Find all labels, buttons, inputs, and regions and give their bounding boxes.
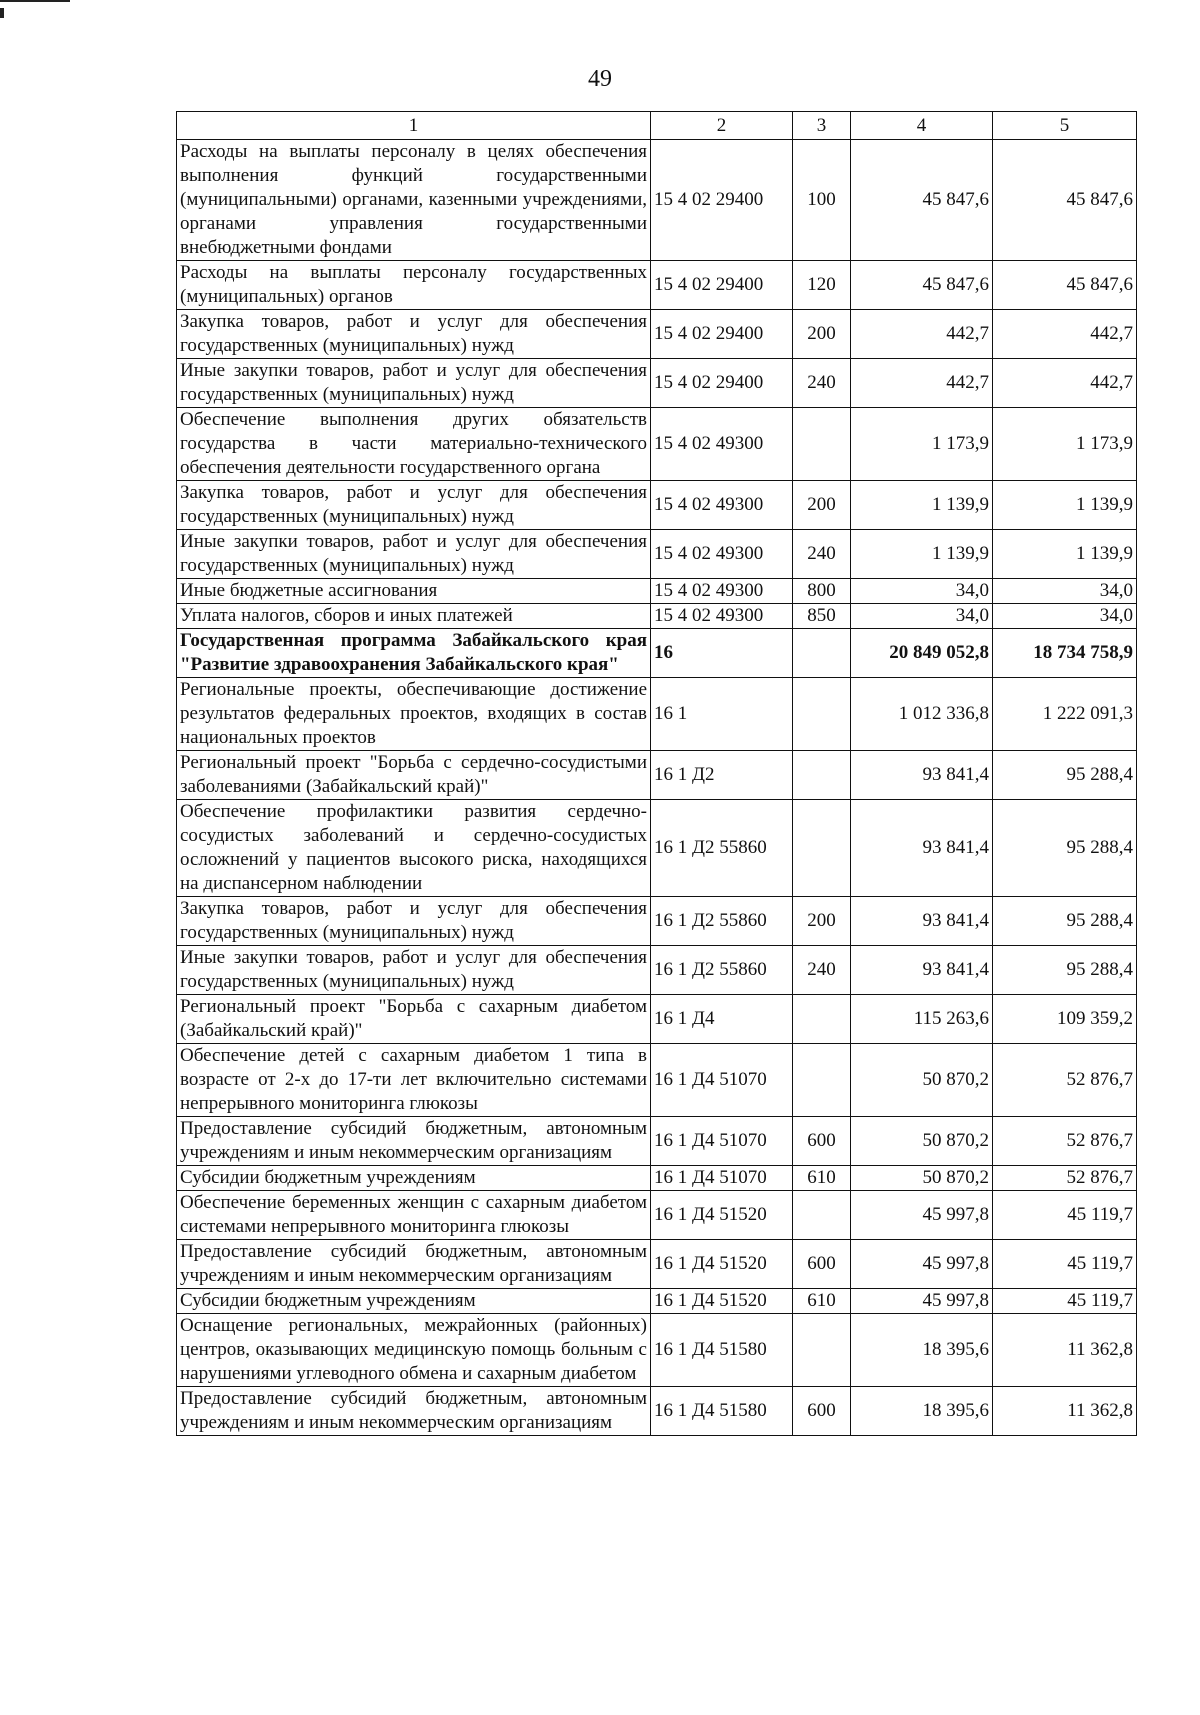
- row-code: 16 1 Д4 51070: [651, 1166, 793, 1191]
- row-name: Закупка товаров, работ и услуг для обеспечения государственных (муниципальных) нужд: [177, 897, 651, 946]
- row-name: Обеспечение профилактики развития сердечно-сосудистых заболеваний и сердечно-сосудистых осложнений у пациентов высокого риска, находящихся на диспансерном наблюдении: [177, 800, 651, 897]
- row-value-year1: 45 997,8: [851, 1240, 993, 1289]
- table-row: [177, 140, 1137, 261]
- row-expense-type: 800: [793, 579, 851, 604]
- row-code: 15 4 02 49300: [651, 579, 793, 604]
- row-name: Закупка товаров, работ и услуг для обеспечения государственных (муниципальных) нужд: [177, 310, 651, 359]
- row-value-year1: 1 173,9: [851, 408, 993, 481]
- row-value-year1: 1 012 336,8: [851, 678, 993, 751]
- row-code: 15 4 02 49300: [651, 530, 793, 579]
- row-value-year1: 45 997,8: [851, 1289, 993, 1314]
- row-value-year1: 115 263,6: [851, 995, 993, 1044]
- row-expense-type: [793, 751, 851, 800]
- row-expense-type: 100: [793, 140, 851, 261]
- row-code: 16 1 Д4 51580: [651, 1387, 793, 1436]
- row-value-year2: 1 173,9: [993, 408, 1137, 481]
- table-row: [177, 579, 1137, 604]
- table-row: [177, 408, 1137, 481]
- row-name: Предоставление субсидий бюджетным, автономным учреждениям и иным некоммерческим организациям: [177, 1387, 651, 1436]
- table-row: [177, 1240, 1137, 1289]
- row-value-year1: 1 139,9: [851, 530, 993, 579]
- row-value-year2: 45 119,7: [993, 1191, 1137, 1240]
- row-value-year2: 52 876,7: [993, 1044, 1137, 1117]
- row-name: Региональный проект "Борьба с сердечно-сосудистыми заболеваниями (Забайкальский край)": [177, 751, 651, 800]
- table-row: [177, 1314, 1137, 1387]
- row-value-year2: 1 222 091,3: [993, 678, 1137, 751]
- row-expense-type: 120: [793, 261, 851, 310]
- row-code: 16 1 Д4 51520: [651, 1240, 793, 1289]
- row-expense-type: 240: [793, 530, 851, 579]
- row-code: 15 4 02 29400: [651, 359, 793, 408]
- row-name: Иные закупки товаров, работ и услуг для обеспечения государственных (муниципальных) нужд: [177, 946, 651, 995]
- row-expense-type: [793, 1191, 851, 1240]
- row-value-year1: 1 139,9: [851, 481, 993, 530]
- row-value-year2: 11 362,8: [993, 1387, 1137, 1436]
- row-name: Предоставление субсидий бюджетным, автономным учреждениям и иным некоммерческим организациям: [177, 1240, 651, 1289]
- row-code: 16 1 Д2 55860: [651, 897, 793, 946]
- table-row: [177, 604, 1137, 629]
- row-name: Иные закупки товаров, работ и услуг для обеспечения государственных (муниципальных) нужд: [177, 530, 651, 579]
- row-value-year2: 18 734 758,9: [993, 629, 1137, 678]
- row-expense-type: [793, 678, 851, 751]
- table-row: [177, 897, 1137, 946]
- row-name: Иные бюджетные ассигнования: [177, 579, 651, 604]
- row-value-year2: 1 139,9: [993, 481, 1137, 530]
- row-code: 16: [651, 629, 793, 678]
- row-value-year2: 95 288,4: [993, 946, 1137, 995]
- row-value-year1: 50 870,2: [851, 1117, 993, 1166]
- row-value-year1: 442,7: [851, 359, 993, 408]
- row-code: 16 1 Д4: [651, 995, 793, 1044]
- row-name: Обеспечение выполнения других обязательств государства в части материально-технического обеспечения деятельности государственного органа: [177, 408, 651, 481]
- row-value-year2: 95 288,4: [993, 800, 1137, 897]
- row-expense-type: [793, 1314, 851, 1387]
- scan-edge-mark: [0, 8, 4, 18]
- row-name: Закупка товаров, работ и услуг для обеспечения государственных (муниципальных) нужд: [177, 481, 651, 530]
- row-value-year1: 34,0: [851, 579, 993, 604]
- table-row: [177, 946, 1137, 995]
- table-row: [177, 481, 1137, 530]
- column-header: 3: [793, 112, 851, 140]
- row-expense-type: [793, 1044, 851, 1117]
- column-header: 2: [651, 112, 793, 140]
- row-value-year1: 20 849 052,8: [851, 629, 993, 678]
- row-value-year2: 45 847,6: [993, 261, 1137, 310]
- table-row: [177, 1387, 1137, 1436]
- row-value-year1: 18 395,6: [851, 1314, 993, 1387]
- row-code: 15 4 02 29400: [651, 140, 793, 261]
- table-row: [177, 995, 1137, 1044]
- row-value-year1: 50 870,2: [851, 1044, 993, 1117]
- scan-edge-mark: [0, 0, 70, 2]
- row-code: 15 4 02 49300: [651, 604, 793, 629]
- row-value-year1: 45 847,6: [851, 140, 993, 261]
- row-expense-type: [793, 629, 851, 678]
- row-name: Предоставление субсидий бюджетным, автономным учреждениям и иным некоммерческим организациям: [177, 1117, 651, 1166]
- row-name: Оснащение региональных, межрайонных (районных) центров, оказывающих медицинскую помощь больным с нарушениями углеводного обмена и сахарным диабетом: [177, 1314, 651, 1387]
- table-row: [177, 359, 1137, 408]
- row-value-year1: 93 841,4: [851, 751, 993, 800]
- row-value-year1: 93 841,4: [851, 800, 993, 897]
- row-value-year2: 442,7: [993, 310, 1137, 359]
- row-expense-type: [793, 995, 851, 1044]
- row-code: 16 1 Д2 55860: [651, 800, 793, 897]
- budget-table: [176, 111, 1137, 1436]
- table-row: [177, 1117, 1137, 1166]
- row-code: 16 1 Д4 51520: [651, 1191, 793, 1240]
- row-value-year2: 34,0: [993, 579, 1137, 604]
- table-row: [177, 1166, 1137, 1191]
- row-code: 16 1 Д4 51070: [651, 1117, 793, 1166]
- row-name: Субсидии бюджетным учреждениям: [177, 1289, 651, 1314]
- row-value-year2: 34,0: [993, 604, 1137, 629]
- row-value-year2: 95 288,4: [993, 751, 1137, 800]
- row-value-year1: 18 395,6: [851, 1387, 993, 1436]
- row-value-year1: 93 841,4: [851, 946, 993, 995]
- row-expense-type: 240: [793, 946, 851, 995]
- row-value-year2: 95 288,4: [993, 897, 1137, 946]
- table-row: [177, 629, 1137, 678]
- table-row: [177, 310, 1137, 359]
- row-value-year1: 50 870,2: [851, 1166, 993, 1191]
- row-value-year1: 34,0: [851, 604, 993, 629]
- row-value-year2: 1 139,9: [993, 530, 1137, 579]
- row-name: Обеспечение детей с сахарным диабетом 1 типа в возрасте от 2-х до 17-ти лет включительно системами непрерывного мониторинга глюкозы: [177, 1044, 651, 1117]
- row-expense-type: 200: [793, 310, 851, 359]
- row-name: Обеспечение беременных женщин с сахарным диабетом системами непрерывного мониторинга глюкозы: [177, 1191, 651, 1240]
- row-expense-type: 200: [793, 481, 851, 530]
- row-value-year1: 442,7: [851, 310, 993, 359]
- table-row: [177, 800, 1137, 897]
- row-name: Расходы на выплаты персоналу государственных (муниципальных) органов: [177, 261, 651, 310]
- row-name: Региональные проекты, обеспечивающие достижение результатов федеральных проектов, входящих в состав национальных проектов: [177, 678, 651, 751]
- row-expense-type: 600: [793, 1387, 851, 1436]
- row-code: 16 1 Д4 51520: [651, 1289, 793, 1314]
- row-code: 15 4 02 29400: [651, 261, 793, 310]
- row-value-year1: 45 997,8: [851, 1191, 993, 1240]
- row-name: Иные закупки товаров, работ и услуг для обеспечения государственных (муниципальных) нужд: [177, 359, 651, 408]
- row-value-year2: 45 119,7: [993, 1240, 1137, 1289]
- table-row: [177, 530, 1137, 579]
- row-name: Субсидии бюджетным учреждениям: [177, 1166, 651, 1191]
- row-value-year2: 442,7: [993, 359, 1137, 408]
- row-value-year1: 45 847,6: [851, 261, 993, 310]
- row-code: 16 1 Д2: [651, 751, 793, 800]
- row-name: Региональный проект "Борьба с сахарным диабетом (Забайкальский край)": [177, 995, 651, 1044]
- row-value-year2: 109 359,2: [993, 995, 1137, 1044]
- row-expense-type: 200: [793, 897, 851, 946]
- row-value-year2: 52 876,7: [993, 1166, 1137, 1191]
- row-code: 16 1 Д4 51580: [651, 1314, 793, 1387]
- page-number: 49: [588, 66, 612, 92]
- table-row: [177, 1044, 1137, 1117]
- row-expense-type: 610: [793, 1166, 851, 1191]
- table-body: [177, 140, 1137, 1436]
- table-row: [177, 678, 1137, 751]
- row-value-year2: 45 847,6: [993, 140, 1137, 261]
- row-code: 15 4 02 49300: [651, 408, 793, 481]
- row-value-year2: 11 362,8: [993, 1314, 1137, 1387]
- row-expense-type: [793, 408, 851, 481]
- row-code: 15 4 02 29400: [651, 310, 793, 359]
- row-name: Государственная программа Забайкальского края "Развитие здравоохранения Забайкальского края": [177, 629, 651, 678]
- row-expense-type: 240: [793, 359, 851, 408]
- row-expense-type: 850: [793, 604, 851, 629]
- table-row: [177, 1289, 1137, 1314]
- row-code: 15 4 02 49300: [651, 481, 793, 530]
- row-value-year2: 45 119,7: [993, 1289, 1137, 1314]
- row-expense-type: 600: [793, 1240, 851, 1289]
- row-value-year2: 52 876,7: [993, 1117, 1137, 1166]
- table-row: [177, 751, 1137, 800]
- table-header-row: [177, 112, 1137, 140]
- row-value-year1: 93 841,4: [851, 897, 993, 946]
- row-code: 16 1 Д4 51070: [651, 1044, 793, 1117]
- table-row: [177, 1191, 1137, 1240]
- column-header: 1: [177, 112, 651, 140]
- table-row: [177, 261, 1137, 310]
- row-name: Уплата налогов, сборов и иных платежей: [177, 604, 651, 629]
- row-name: Расходы на выплаты персоналу в целях обеспечения выполнения функций государственными (муниципальными) органами, казенными учреждениями, органами управления государственными внебюджетными фондами: [177, 140, 651, 261]
- column-header: 5: [993, 112, 1137, 140]
- row-expense-type: 610: [793, 1289, 851, 1314]
- column-header: 4: [851, 112, 993, 140]
- row-expense-type: [793, 800, 851, 897]
- row-expense-type: 600: [793, 1117, 851, 1166]
- row-code: 16 1: [651, 678, 793, 751]
- row-code: 16 1 Д2 55860: [651, 946, 793, 995]
